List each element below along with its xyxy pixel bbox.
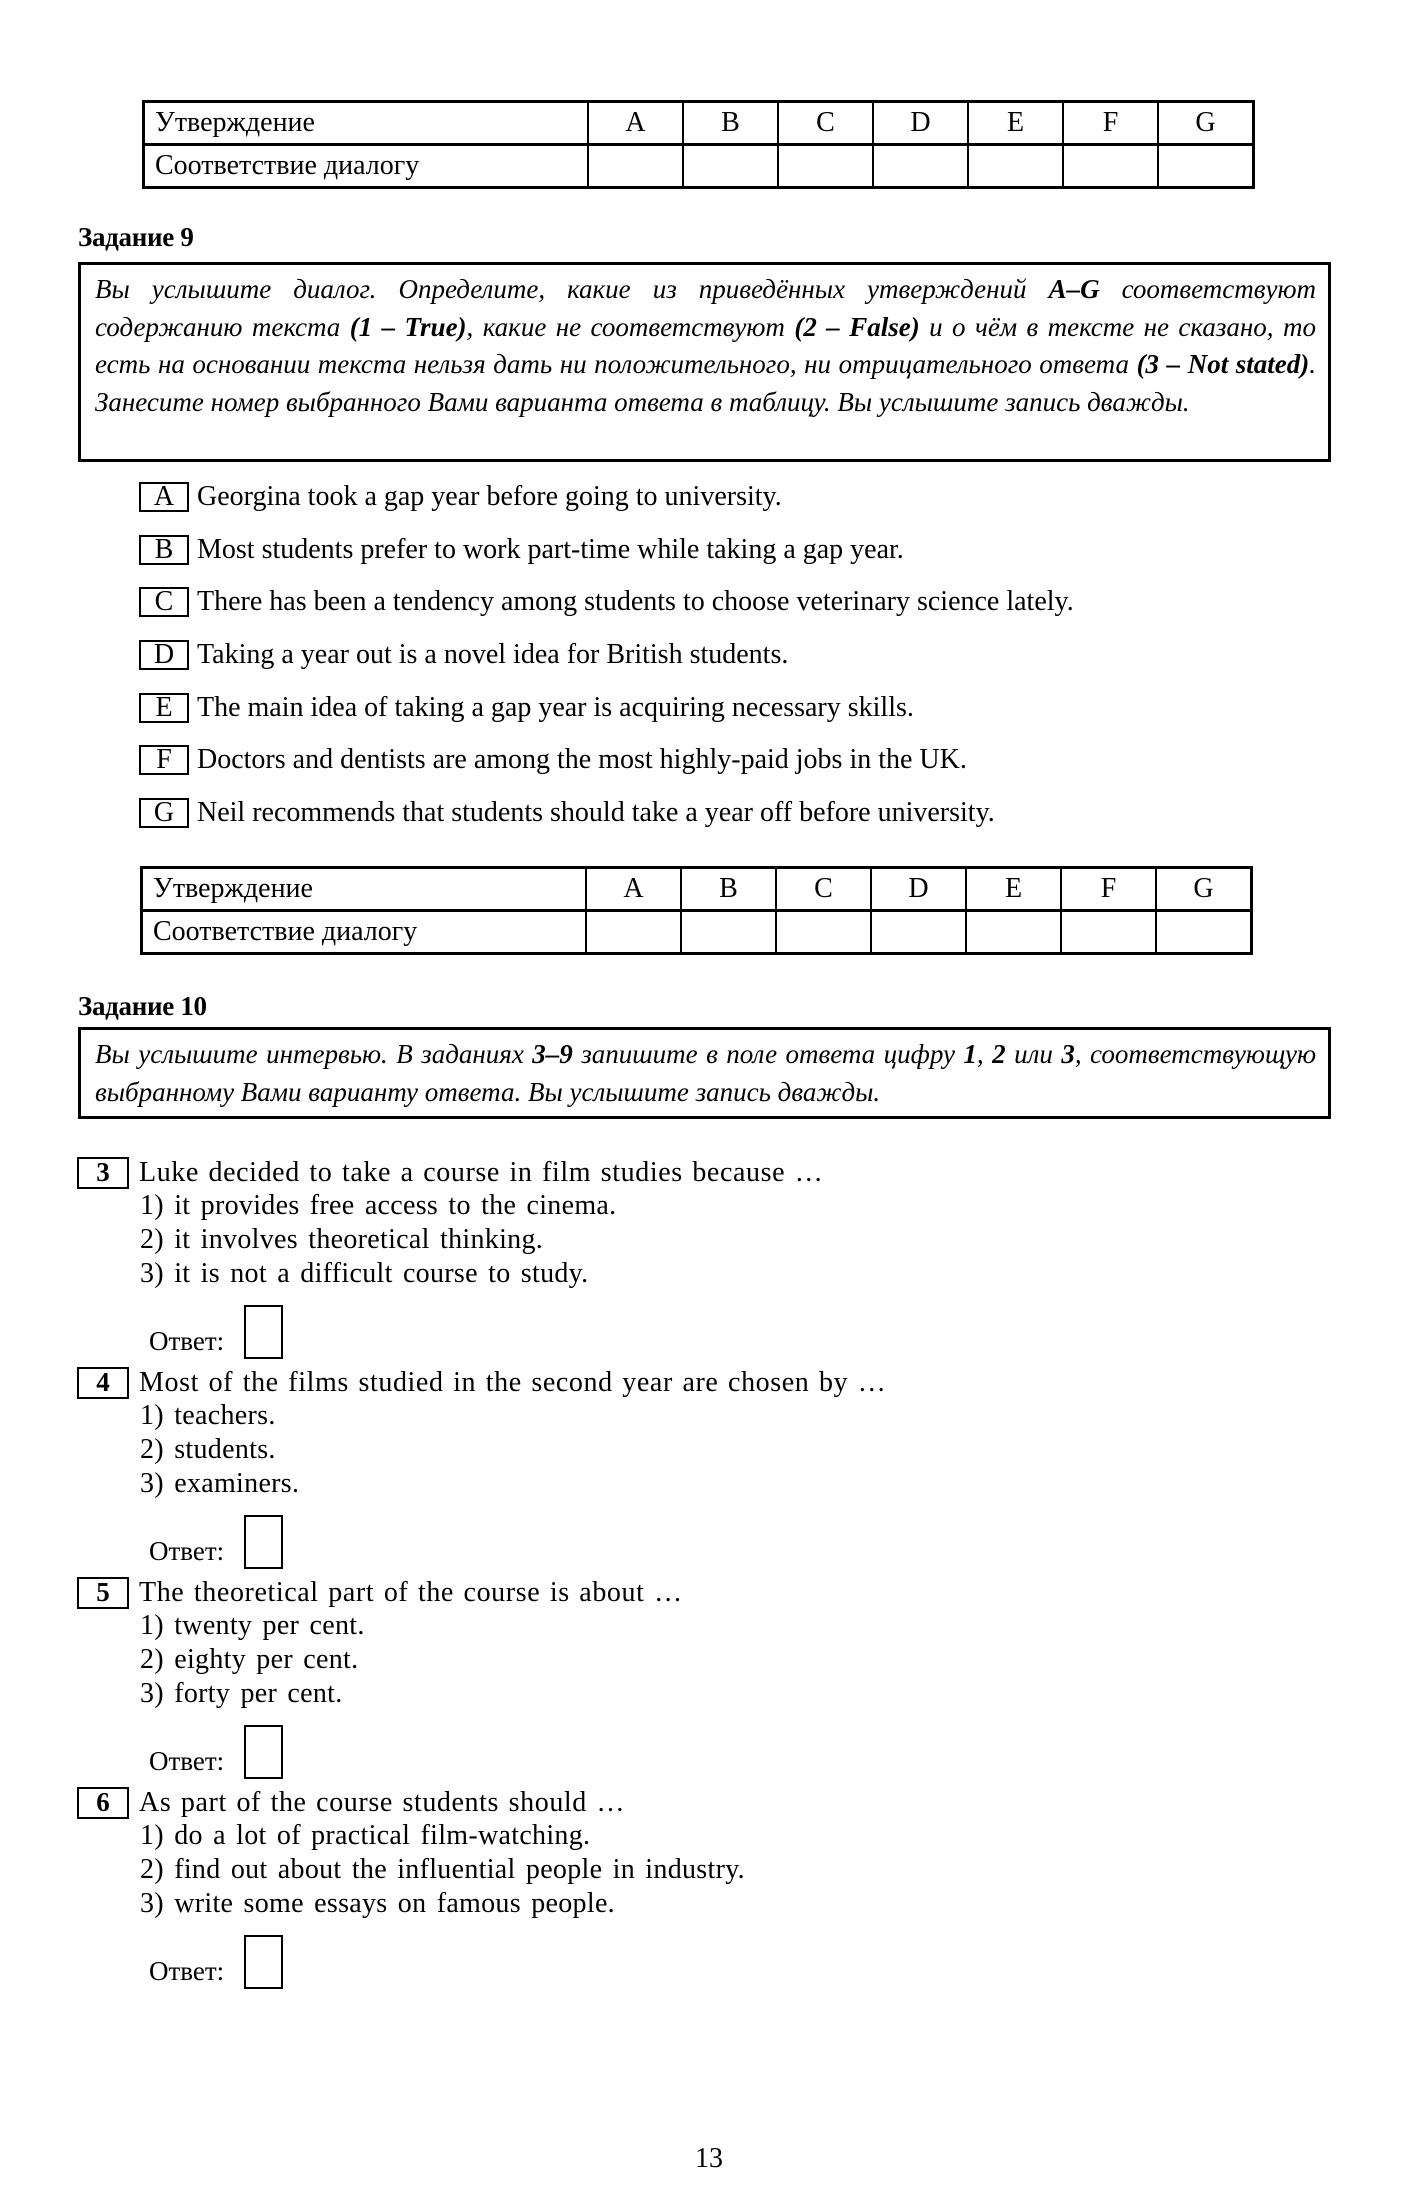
answer-cell[interactable] <box>586 911 681 954</box>
answer-cell[interactable] <box>871 911 966 954</box>
answer-row <box>149 1935 1177 1991</box>
question-item <box>77 1366 1177 1571</box>
question-header <box>77 1576 1177 1609</box>
statement-text: Georgina took a gap year before going to university. <box>197 481 782 512</box>
answer-cell[interactable] <box>966 911 1061 954</box>
statement-letter: D <box>139 640 189 670</box>
question-option: 2) eighty per cent. <box>140 1644 359 1675</box>
table-header-row <box>144 102 1254 145</box>
question-item <box>77 1156 1177 1361</box>
question-option: 1) it provides free access to the cinema. <box>140 1190 617 1221</box>
answer-label: Ответ: <box>149 1536 225 1566</box>
question-option: 3) forty per cent. <box>140 1678 343 1709</box>
answer-cell[interactable] <box>1063 145 1158 188</box>
statement-letter: C <box>139 587 189 617</box>
table-row-label: Соответствие диалогу <box>142 911 587 954</box>
instruction-emphasis: 2 <box>992 1039 1006 1069</box>
statement-text: There has been a tendency among students to choose veterinary science lately. <box>197 586 1074 617</box>
answer-label: Ответ: <box>149 1746 225 1776</box>
column-header: E <box>966 868 1061 911</box>
question-option: 3) examiners. <box>140 1468 300 1499</box>
column-header: B <box>681 868 776 911</box>
question-option: 2) it involves theoretical thinking. <box>140 1224 544 1255</box>
column-header: E <box>968 102 1063 145</box>
question-option: 2) students. <box>140 1434 276 1465</box>
question-number: 3 <box>77 1157 129 1189</box>
question-option: 2) find out about the influential people in industry. <box>140 1854 745 1885</box>
question-header <box>77 1786 1177 1819</box>
answer-row <box>149 1725 1177 1781</box>
column-header: F <box>1063 102 1158 145</box>
instruction-text: , соответствующую выбранному Вами варианту ответа. Вы услышите запись дважды. <box>95 1039 1316 1107</box>
answer-cell[interactable] <box>778 145 873 188</box>
statement-text: The main idea of taking a gap year is acquiring necessary skills. <box>197 692 914 723</box>
instruction-emphasis: (3 – Not stated) <box>1136 349 1310 379</box>
instruction-text: Вы услышите интервью. В заданиях <box>95 1039 533 1069</box>
table-header-row <box>142 868 1252 911</box>
column-header: D <box>873 102 968 145</box>
statement-letter: E <box>139 693 189 723</box>
task-9-instructions <box>78 262 1331 462</box>
statement-text: Neil recommends that students should take a year off before university. <box>197 797 995 828</box>
column-header: D <box>871 868 966 911</box>
statement-letter: B <box>139 535 189 565</box>
answer-row <box>149 1305 1177 1361</box>
question-number: 5 <box>77 1577 129 1609</box>
instruction-text: , <box>976 1039 993 1069</box>
statement-item <box>139 639 788 671</box>
table-answer-row <box>142 911 1252 954</box>
question-text: As part of the course students should … <box>139 1786 626 1818</box>
instruction-text: . Занесите номер выбранного Вами варианта ответа в таблицу. Вы услышите запись дважды. <box>95 349 1316 417</box>
question-item <box>77 1576 1177 1781</box>
answer-cell[interactable] <box>1156 911 1252 954</box>
question-item <box>77 1786 1177 1991</box>
statement-text: Doctors and dentists are among the most highly-paid jobs in the UK. <box>197 744 967 775</box>
instruction-text: запишите в поле ответа цифру <box>572 1039 964 1069</box>
instruction-emphasis: 3–9 <box>532 1039 573 1069</box>
column-header: A <box>588 102 683 145</box>
task-9-title: Задание 9 <box>78 222 194 252</box>
answer-cell[interactable] <box>588 145 683 188</box>
question-header <box>77 1156 1177 1189</box>
answer-cell[interactable] <box>1158 145 1254 188</box>
answer-label: Ответ: <box>149 1326 225 1356</box>
answer-box[interactable] <box>244 1935 283 1989</box>
answer-cell[interactable] <box>776 911 871 954</box>
column-header: C <box>776 868 871 911</box>
statement-item <box>139 692 914 724</box>
question-option: 3) write some essays on famous people. <box>140 1888 615 1919</box>
answer-table-previous <box>142 100 1255 189</box>
instruction-emphasis: (2 – False) <box>794 311 920 342</box>
question-option: 3) it is not a difficult course to study. <box>140 1258 589 1289</box>
question-option: 1) do a lot of practical film-watching. <box>140 1820 591 1851</box>
question-number: 4 <box>77 1367 129 1399</box>
instruction-text: или <box>1005 1039 1062 1069</box>
answer-cell[interactable] <box>968 145 1063 188</box>
answer-cell[interactable] <box>873 145 968 188</box>
column-header: C <box>778 102 873 145</box>
instruction-emphasis: 1 <box>963 1039 977 1069</box>
statement-item <box>139 534 904 566</box>
instruction-text: , какие не соответствуют <box>466 311 795 342</box>
answer-cell[interactable] <box>1061 911 1156 954</box>
answer-box[interactable] <box>244 1305 283 1359</box>
statement-text: Most students prefer to work part-time while taking a gap year. <box>197 534 904 565</box>
table-row-label: Соответствие диалогу <box>144 145 589 188</box>
instruction-text: соответствуют содержанию текста <box>95 274 1316 342</box>
instruction-text: и о чём в тексте не сказано, то есть на основании текста нельзя дать ни положительного, ни отрицательного ответа <box>95 311 1316 379</box>
question-header <box>77 1366 1177 1399</box>
column-header: G <box>1158 102 1254 145</box>
answer-row <box>149 1515 1177 1571</box>
statement-item <box>139 744 967 776</box>
question-text: Luke decided to take a course in film studies because … <box>139 1156 824 1188</box>
question-option: 1) teachers. <box>140 1400 276 1431</box>
statement-letter: G <box>139 798 189 828</box>
column-header: F <box>1061 868 1156 911</box>
statement-letter: F <box>139 745 189 775</box>
statement-item <box>139 481 782 513</box>
table-answer-row <box>144 145 1254 188</box>
answer-cell[interactable] <box>683 145 778 188</box>
instruction-text: Вы услышите диалог. Определите, какие из приведённых утверждений <box>95 274 1049 304</box>
table-header-label: Утверждение <box>144 102 589 145</box>
statement-text: Taking a year out is a novel idea for British students. <box>197 639 789 670</box>
instruction-emphasis: A–G <box>1048 274 1100 304</box>
question-text: Most of the films studied in the second year are chosen by … <box>139 1366 887 1398</box>
answer-box[interactable] <box>244 1725 283 1779</box>
question-number: 6 <box>77 1787 129 1819</box>
column-header: G <box>1156 868 1252 911</box>
question-option: 1) twenty per cent. <box>140 1610 365 1641</box>
instruction-emphasis: (1 – True) <box>349 311 467 342</box>
task-10-title: Задание 10 <box>78 991 207 1021</box>
task-10-instructions <box>78 1027 1331 1119</box>
answer-box[interactable] <box>244 1515 283 1569</box>
table-header-label: Утверждение <box>142 868 587 911</box>
answer-table-task-9 <box>140 866 1253 955</box>
statement-item <box>139 797 995 829</box>
column-header: B <box>683 102 778 145</box>
answer-label: Ответ: <box>149 1956 225 1986</box>
statement-item <box>139 586 1074 618</box>
statement-letter: A <box>139 482 189 512</box>
answer-cell[interactable] <box>681 911 776 954</box>
page-number: 13 <box>695 2143 723 2174</box>
column-header: A <box>586 868 681 911</box>
question-text: The theoretical part of the course is about … <box>139 1576 683 1608</box>
instruction-emphasis: 3 <box>1061 1039 1075 1069</box>
